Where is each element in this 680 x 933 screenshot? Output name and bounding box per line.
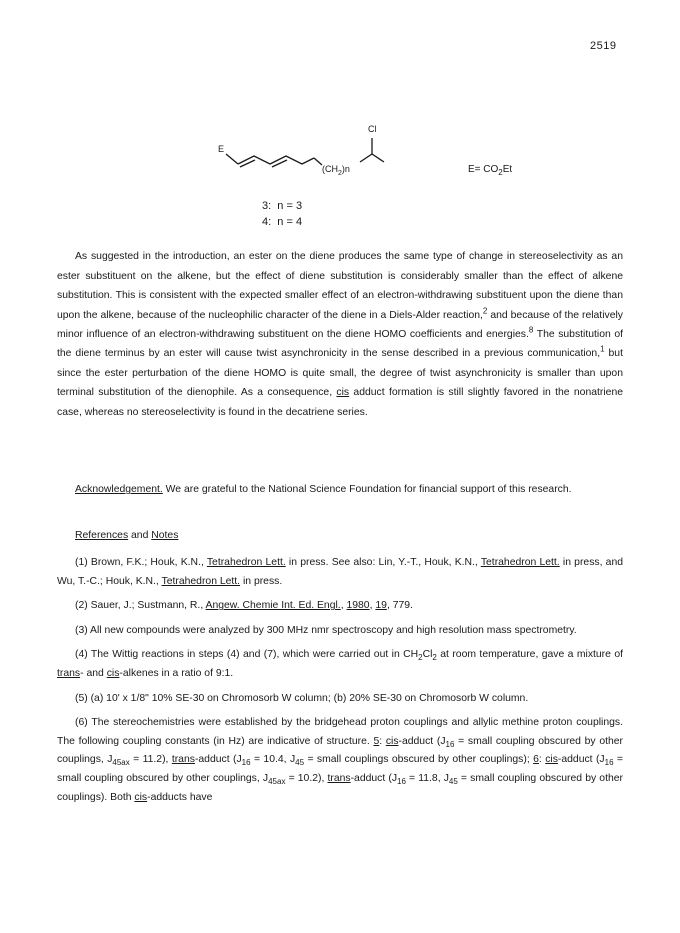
reference-6: (6) The stereochemistries were established by the bridgehead proton couplings and allylic methine proton couplings. The following coupling constants (in Hz) are indicative of structure. 5: cis-adduct ($J_{16}$ = small coupling obscured by other couplings, $J_{45ax} = 11.2$), trans-adduct ($J_{16} = 10.4$, $J_{45}$ = small couplings obscured by other couplings); 6: cis-adduct ($J_{16}$ = small coupling obscured by other couplings, $J_{45ax} = 10.2$), trans-adduct ($J_{16} = 11.8$, $J_{45}$ = small coupling obscured by other couplings). Both cis-adducts have [57,717,624,803]
ester-definition: $E= CO_2Et$ [468,164,513,177]
compound-4-label: 4: n = 4 [262,216,303,228]
compound-3-label: 3: n = 3 [262,200,303,212]
reference-1: (1) Brown, F.K.; Houk, K.N., Tetrahedron Lett. in press. See also: Lin, Y.-T., Houk, K.N., Tetrahedron Lett. in press, and Wu, T.-C.; Houk, K.N., Tetrahedron Lett. in press. [57,557,624,587]
reference-3: (3) All new compounds were analyzed by 300 MHz nmr spectroscopy and high resolution mass spectrometry. [75,624,577,636]
acknowledgement-heading: Acknowledgement. [75,484,163,496]
triene-structure-diagram [210,118,513,218]
page-number: 2519 [590,40,617,52]
acknowledgement-paragraph: Acknowledgement. We are grateful to the National Science Foundation for financial support of this research. [75,484,572,496]
references-list [57,554,623,813]
compound-list [262,198,302,230]
reference-4: (4) The Wittig reactions in steps (4) and (7), which were carried out in $CH_2Cl_2$ at room temperature, gave a mixture of trans- and cis-alkenes in a ratio of 9:1. [57,649,623,679]
reference-2: (2) Sauer, J.; Sustmann, R., Angew. Chemie Int. Ed. Engl., 1980, 19, 779. [75,600,413,612]
chlorine-label: Cl [368,124,377,134]
methylene-label: $(CH_2)n$ [322,164,350,177]
ester-substituent-label: E [218,144,225,154]
reference-5: (5) (a) 10' x 1/8" 10% SE-30 on Chromosorb W column; (b) 20% SE-30 on Chromosorb W column. [75,692,529,704]
references-heading: References and Notes [75,530,179,541]
discussion-paragraph: As suggested in the introduction, an ester on the diene produces the same type of change in stereoselectivity as an ester substituent on the alkene, but the effect of diene substitution is considerably smaller than the effect of alkene substitution. This is consistent with the expected smaller effect of an electron-withdrawing substituent upon the diene than upon the alkene, because of the nucleophilic character of the diene in a Diels-Alder reaction,$^2$ and because of the relatively minor influence of an electron-withdrawing substituent on the diene HOMO coefficients and energies.$^8$ The substitution of the diene terminus by an ester will cause twist asynchronicity in the sense described in a previous communication,$^1$ but since the ester perturbation of the diene HOMO is quite small, the degree of twist asynchronicity is smaller than upon terminal substitution of the dienophile. As a consequence, cis adduct formation is still slightly favored in the nonatriene case, whereas no stereoselectivity is found in the decatriene series. [57,251,623,418]
